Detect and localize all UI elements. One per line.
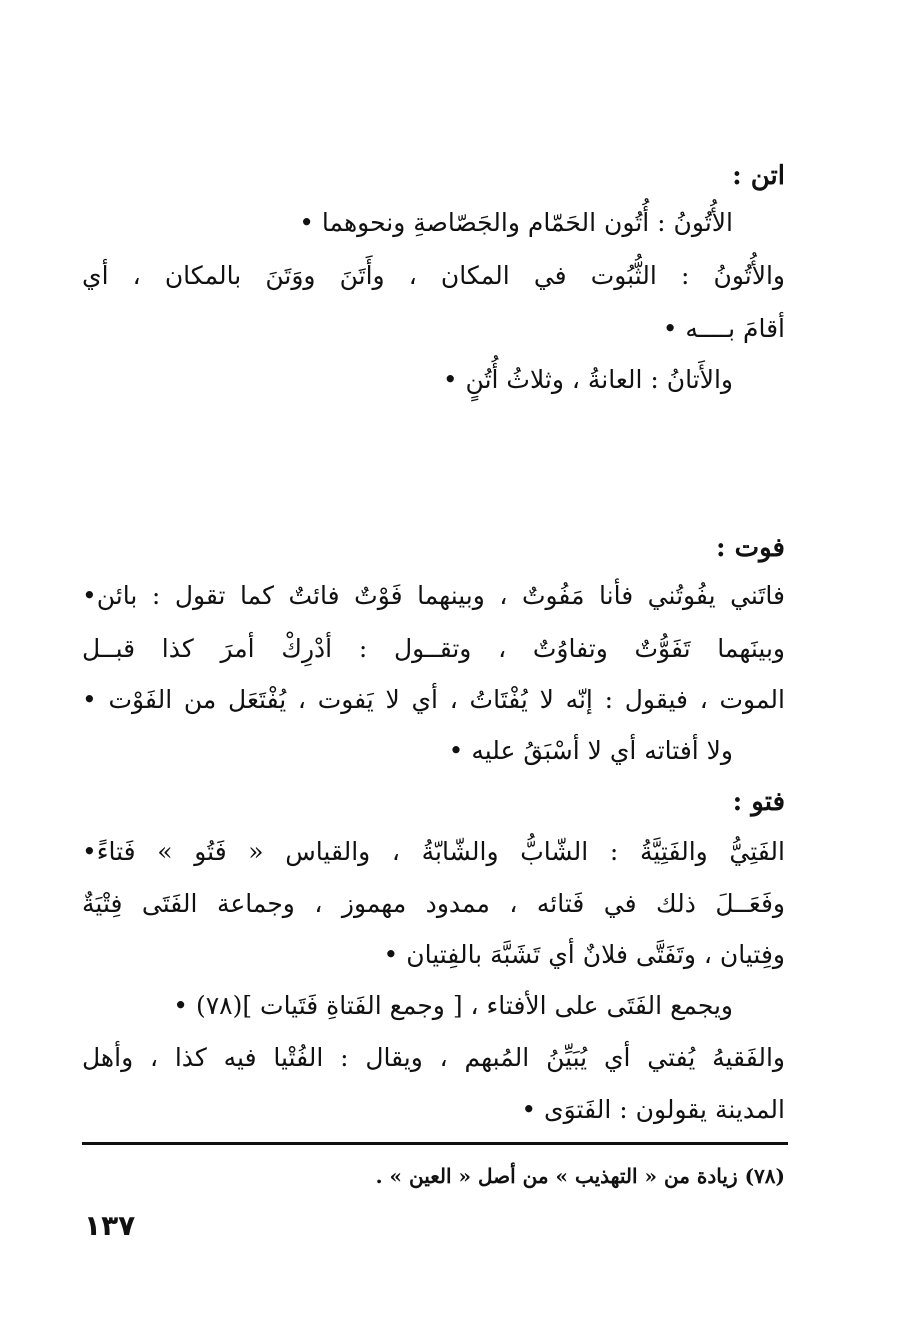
entry-ftw-line-5: والفَقيهُ يُفتي أي يُبَيِّنُ المُبهم ، ويقال : الفُتْيا فيه كذا ، وأهل: [82, 1043, 785, 1072]
entry-heading-ftw: فتو :: [732, 787, 785, 817]
entry-ftw-line-4: ويجمع الفَتَى على الأفتاء ، [ وجمع الفَتاةِ فَتَيات ](٧٨) •: [173, 991, 733, 1020]
footnote-78: (٧٨) زيادة من « التهذيب » من أصل « العين » .: [375, 1164, 785, 1188]
page-number: ١٣٧: [84, 1209, 136, 1242]
entry-heading-atn: اتن :: [732, 161, 785, 191]
entry-fwt-line-2: وبينَهما تَفَوُّتٌ وتفاوُتٌ ، وتقــول : أدْرِكْ أمرَ كذا قبــل: [82, 634, 785, 663]
entry-ftw-line-3: وفِتيان ، وتَفَتَّى فلانٌ أي تَشَبَّهَ بالفِتيان •: [383, 940, 785, 969]
entry-ftw-line-6: المدينة يقولون : الفَتوَى •: [521, 1095, 785, 1124]
entry-fwt-line-3: الموت ، فيقول : إنّه لا يُفْتَاتُ ، أي لا يَفوت ، يُفْتَعَل من الفَوْت •: [82, 685, 785, 714]
entry-atn-line-3: أقامَ بــــه •: [662, 314, 785, 343]
entry-heading-fwt: فوت :: [716, 533, 785, 563]
entry-atn-line-4: والأَتانُ : العانةُ ، وثلاثُ أُتُنٍ •: [442, 365, 733, 394]
entry-ftw-line-2: وفَعَــلَ ذلك في فَتائه ، ممدود مهموز ، وجماعة الفَتَى فِتْيَةٌ: [82, 889, 785, 918]
footnote-separator: [82, 1142, 788, 1145]
entry-ftw-line-1: الفَتِيُّ والفَتِيَّةُ : الشّابُّ والشّابّةُ ، والقياس « فَتُو » فَتاءً•: [82, 837, 785, 866]
entry-atn-line-2: والأُتُونُ : الثُّبُوت في المكان ، وأَتَنَ ووَتَنَ بالمكان ، أي: [82, 261, 785, 290]
entry-atn-line-1: الأُتُونُ : أُتُون الحَمّام والجَصّاصةِ ونحوهما •: [299, 208, 733, 237]
entry-fwt-line-4: ولا أفتاته أي لا أسْبَقُ عليه •: [448, 736, 733, 765]
entry-fwt-line-1: فاتَني يفُوتُني فأنا مَفُوتٌ ، وبينهما فَوْتٌ فائتٌ كما تقول : بائن•: [82, 581, 785, 610]
